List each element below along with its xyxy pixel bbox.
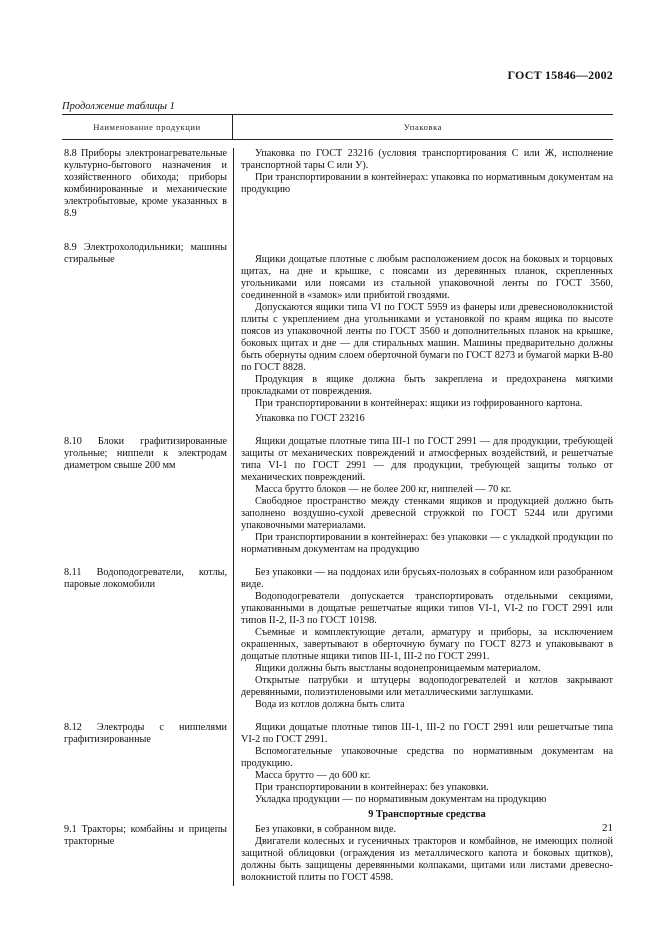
- table-row: [62, 722, 613, 806]
- packaging-paragraph: Упаковка по ГОСТ 23216 (условия транспортирования С или Ж, исполнение транспортной тары С или У).: [241, 148, 613, 171]
- packaging-paragraph: Двигатели колесных и гусеничных тракторов и комбайнов, не имеющих полной защитной облицовки (ограждения из металлического капота и боковых щитков), должны быть защищены деревянными колпаками, щитами или листами древесно-волокнистой плиты по ГОСТ 4598.: [241, 836, 613, 883]
- packaging-paragraph: При транспортировании в контейнерах: без упаковки.: [255, 782, 489, 793]
- product-cell: 8.12 Электроды с ниппелями графитизированные: [64, 722, 227, 745]
- packaging-paragraph: Упаковка по ГОСТ 23216: [255, 413, 365, 424]
- packaging-cell: [233, 722, 613, 806]
- packaging-paragraph: Водоподогреватели допускается транспортировать отдельными секциями, упакованными в дощатые решетчатые ящики типов VI-1, VI-2 по ГОСТ 2991 или типов II-2, II-3 по ГОСТ 10198.: [241, 591, 613, 626]
- product-cell: 8.10 Блоки графитизированные угольные; ниппели к электродам диаметром свыше 200 мм: [64, 436, 227, 471]
- packaging-paragraph: Вспомогательные упаковочные средства по нормативным документам на продукцию.: [241, 746, 613, 769]
- packaging-paragraph: Ящики дощатые плотные типов III-1, III-2 по ГОСТ 2991 или решетчатые типа VI-2 по ГОСТ 2991.: [241, 722, 613, 745]
- product-cell: 8.11 Водоподогреватели, котлы, паровые локомобили: [64, 567, 227, 590]
- packaging-paragraph: При транспортировании в контейнерах: упаковка по нормативным документам на продукцию: [241, 172, 613, 195]
- packaging-cell: [233, 824, 613, 884]
- packaging-paragraph: Свободное пространство между стенками ящиков и продукцией должно быть заполнено воздушно-сухой древесной стружкой по ГОСТ 5244 или другими упаковочными материалами.: [241, 496, 613, 531]
- product-cell: 9.1 Тракторы; комбайны и прицепы тракторные: [64, 824, 227, 847]
- table-row: [62, 824, 613, 886]
- packaging-paragraph: Ящики дощатые плотные с любым расположением досок на боковых и торцовых щитах, на дне и крышке, с поясами из деревянных планок, скрепленных угольниками или поясами из стальной упаковочной ленты по ГОСТ 3560, соединенной в «замок» или прибитой гвоздями.: [241, 254, 613, 301]
- packaging-cell: [233, 148, 613, 220]
- packaging-paragraph: Вода из котлов должна быть слита: [255, 699, 405, 710]
- table-row: [62, 148, 613, 220]
- packaging-paragraph: Продукция в ящике должна быть закреплена и предохранена мягкими прокладками от повреждения.: [241, 374, 613, 397]
- table-row: [62, 567, 613, 711]
- product-cell: 8.8 Приборы электронагревательные культурно-бытового назначения и хозяйственного обихода; приборы комбинированные и механические электробытовые, кроме указанных в 8.9: [64, 148, 227, 219]
- section-title: 9 Транспортные средства: [368, 809, 486, 820]
- section-row: [62, 806, 613, 824]
- packaging-paragraph: Масса брутто блоков — не более 200 кг, ниппелей — 70 кг.: [255, 484, 512, 495]
- page-number: 21: [602, 822, 613, 834]
- packaging-paragraph: Ящики дощатые плотные типа III-1 по ГОСТ 2991 — для продукции, требующей защиты от механических повреждений и атмосферных воздействий, и решетчатые типа VI-1 по ГОСТ 2991 — для продукции, требующей защиты только от механических повреждений.: [241, 436, 613, 483]
- packaging-paragraph: При транспортировании в контейнерах: ящики из гофрированного картона.: [255, 398, 583, 409]
- packaging-paragraph: Без упаковки, в собранном виде.: [255, 824, 397, 835]
- table-row: [62, 436, 613, 556]
- packaging-cell: [233, 436, 613, 556]
- product-cell: 8.9 Электрохолодильники; машины стиральные: [64, 242, 227, 265]
- table-caption: Продолжение таблицы 1: [62, 101, 175, 112]
- packaging-cell: [233, 242, 613, 425]
- packaging-paragraph: Масса брутто — до 600 кг.: [255, 770, 371, 781]
- document-header: ГОСТ 15846—2002: [507, 68, 613, 82]
- packaging-paragraph: Открытые патрубки и штуцеры водоподогревателей и котлов закрывают деревянными, полиэтиленовыми или металлическими заглушками.: [241, 675, 613, 698]
- packaging-table: [62, 114, 613, 886]
- packaging-cell: [233, 567, 613, 711]
- packaging-paragraph: Укладка продукции — по нормативным документам на продукцию: [255, 794, 547, 805]
- table-row: [62, 242, 613, 425]
- packaging-paragraph: Съемные и комплектующие детали, арматуру и приборы, за исключением окрашенных, завертывают в оберточную бумагу по ГОСТ 8273 и упаковывают в дощатые плотные ящики типов III-1, III-2 по ГОСТ 2991.: [241, 627, 613, 662]
- table-body: [62, 148, 613, 886]
- packaging-paragraph: Ящики должны быть выстланы водонепроницаемым материалом.: [255, 663, 541, 674]
- packaging-paragraph: Без упаковки — на поддонах или брусьях-полозьях в собранном или разобранном виде.: [241, 567, 613, 590]
- column-header-packaging: Упаковка: [403, 122, 443, 132]
- table-header: [62, 114, 613, 140]
- packaging-paragraph: При транспортировании в контейнерах: без упаковки — с укладкой продукции по нормативным документам на продукцию: [241, 532, 613, 555]
- column-header-product: Наименование продукции: [62, 115, 233, 139]
- packaging-paragraph: Допускаются ящики типа VI по ГОСТ 5959 из фанеры или древесноволокнистой плиты с укреплением дна угольниками и установкой по краям ящика по высоте поясов из упаковочной ленты по ГОСТ 3560 и дополнительных планок на крышке, боковых щитах и дне — для стиральных машин. Машины предварительно должны быть обернуты одним слоем оберточной бумаги по ГОСТ 8273 и бумагой марки В-80 по ГОСТ 8828.: [241, 302, 613, 373]
